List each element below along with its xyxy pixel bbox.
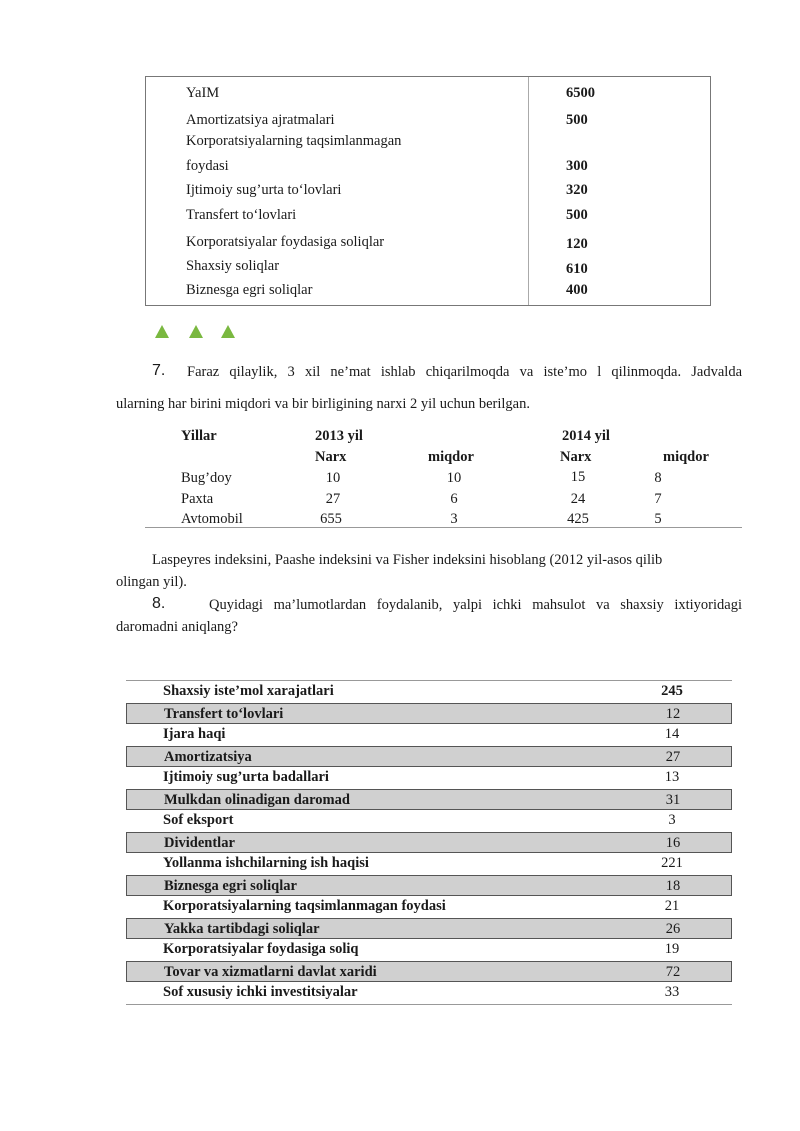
table-row (126, 961, 732, 983)
table-row (126, 853, 732, 875)
table3-rows (126, 681, 732, 1004)
row-label: Korporatsiyalarning taqsimlanmagan foydasi (163, 898, 446, 914)
header-price2: Narx (560, 449, 592, 465)
table1-value: 6500 (566, 85, 595, 101)
row-value: 27 (665, 748, 681, 765)
row-value: 72 (665, 963, 681, 980)
row-value: 33 (664, 984, 680, 1000)
row-value: 14 (664, 726, 680, 742)
row-label: Yakka tartibdagi soliqlar (164, 920, 320, 937)
table1-label: Ijtimoiy sug’urta to‘lovlari (186, 182, 342, 198)
row-label: Ijara haqi (163, 726, 226, 742)
table1-label: Shaxsiy soliqlar (186, 258, 280, 274)
national-accounts-table (126, 680, 732, 1005)
row-value: 21 (664, 898, 680, 914)
table1-value: 300 (566, 158, 588, 174)
header-price1: Narx (315, 449, 347, 465)
table1-label: Amortizatsiya ajratmalari (186, 112, 335, 128)
table1-value: 500 (566, 207, 588, 223)
row-qty1: 6 (450, 491, 458, 507)
row-price1: 655 (320, 511, 342, 527)
row-label: Amortizatsiya (164, 748, 252, 765)
header-year2: 2014 yil (562, 428, 610, 444)
table1-label: Transfert to‘lovlari (186, 207, 297, 223)
table-row (126, 875, 732, 897)
row-value: 245 (661, 683, 683, 699)
row-label: Korporatsiyalar foydasiga soliq (163, 941, 359, 957)
row-value: 19 (664, 941, 680, 957)
row-label: Dividentlar (164, 834, 235, 851)
row-label: Sof xususiy ichki investitsiyalar (163, 984, 358, 1000)
problem8-line1 (152, 595, 742, 613)
table-row (126, 810, 732, 832)
table1-value: 120 (566, 236, 588, 252)
row-qty1: 10 (446, 470, 462, 486)
table1-label: foydasi (186, 158, 229, 174)
row-label: Transfert to‘lovlari (164, 705, 284, 722)
table1-label: Korporatsiyalarning taqsimlanmagan (186, 133, 402, 149)
table1-value: 400 (566, 282, 588, 298)
row-name: Bug’doy (181, 470, 232, 486)
task-line2: olingan yil). (116, 574, 187, 590)
row-price1: 27 (325, 491, 341, 507)
row-label: Sof eksport (163, 812, 234, 828)
row-value: 221 (661, 855, 683, 871)
row-value: 16 (665, 834, 681, 851)
table-row (126, 939, 732, 961)
row-label: Mulkdan olinadigan daromad (164, 791, 350, 808)
problem8-text: Quyidagi ma’lumotlardan foydalanib, yalpi ichki mahsulot va shaxsiy ixtiyoridagi (209, 597, 742, 613)
row-value: 18 (665, 877, 681, 894)
row-price2: 15 (570, 469, 586, 485)
row-label: Shaxsiy iste’mol xarajatlari (163, 683, 334, 699)
table-row (126, 681, 732, 703)
table-row (126, 896, 732, 918)
table1-label: YaIM (186, 85, 220, 101)
row-value: 31 (665, 791, 681, 808)
table1-label: Biznesga egri soliqlar (186, 282, 313, 298)
row-label: Tovar va xizmatlarni davlat xaridi (164, 963, 377, 980)
row-price1: 10 (325, 470, 341, 486)
row-name: Paxta (181, 491, 214, 507)
header-qty1: miqdor (428, 449, 474, 465)
row-value: 3 (668, 812, 676, 828)
task-line1: Laspeyres indeksini, Paashe indeksini va Fisher indeksini hisoblang (2012 yil-asos qilib (152, 552, 663, 568)
table-row (126, 746, 732, 768)
header-qty2: miqdor (663, 449, 709, 465)
problem8-line2: daromadni aniqlang? (116, 619, 238, 635)
row-label: Yollanma ishchilarning ish haqisi (163, 855, 369, 871)
table-bottom-rule (126, 1004, 732, 1005)
row-label: Biznesga egri soliqlar (164, 877, 297, 894)
table-row (126, 918, 732, 940)
table-row (126, 767, 732, 789)
row-qty2: 5 (654, 511, 662, 527)
row-price2: 24 (570, 491, 586, 507)
row-qty2: 8 (654, 470, 662, 486)
row-value: 12 (665, 705, 681, 722)
problem7-line2: ularning har birini miqdori va bir birligining narxi 2 yil uchun berilgan. (116, 396, 530, 412)
row-name: Avtomobil (181, 511, 243, 527)
problem7-number: 7. (152, 362, 166, 379)
row-value: 26 (665, 920, 681, 937)
row-qty2: 7 (654, 491, 662, 507)
table-row (126, 832, 732, 854)
table1-label: Korporatsiyalar foydasiga soliqlar (186, 234, 385, 250)
row-qty1: 3 (450, 511, 458, 527)
table1-value: 610 (566, 261, 588, 277)
table-row (126, 982, 732, 1004)
problem7-text: Faraz qilaylik, 3 xil ne’mat ishlab chiqarilmoqda va iste’mo l qilinmoqda. Jadvalda (187, 364, 742, 380)
problem8-number: 8. (152, 595, 166, 612)
table1-value: 320 (566, 182, 588, 198)
row-value: 13 (664, 769, 680, 785)
table-row (126, 703, 732, 725)
table-row (126, 789, 732, 811)
table1-value: 500 (566, 112, 588, 128)
header-years: Yillar (181, 428, 217, 444)
row-price2: 425 (567, 511, 589, 527)
header-year1: 2013 yil (315, 428, 363, 444)
table-bottom-rule (145, 527, 742, 528)
price-quantity-table (0, 0, 800, 540)
row-label: Ijtimoiy sug’urta badallari (163, 769, 329, 785)
task-paragraph (116, 549, 742, 593)
table-row (126, 724, 732, 746)
